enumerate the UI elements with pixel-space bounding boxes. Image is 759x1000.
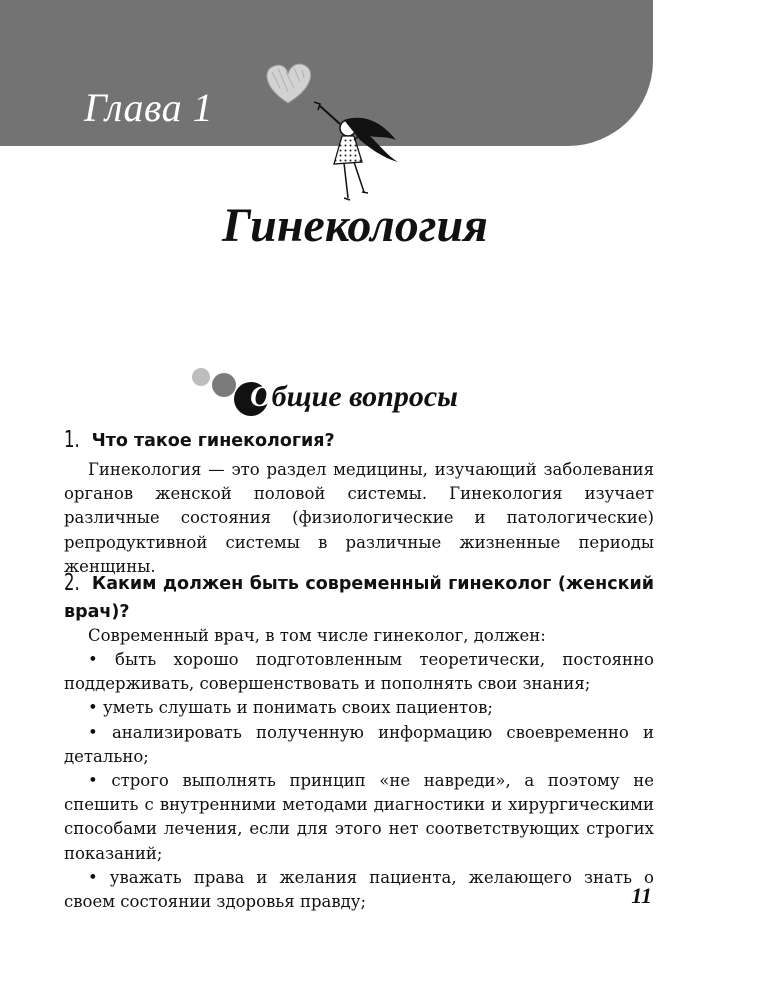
decorative-dot-small: [192, 368, 210, 386]
question-title: Что такое гинекология?: [91, 431, 335, 451]
list-item: • анализировать полученную информацию своевременно и детально;: [64, 722, 654, 766]
question-number: 2.: [64, 570, 80, 596]
section-title-initial: О: [250, 380, 272, 413]
list-item: • быть хорошо подготовленным теоретически, постоянно поддерживать, совершенствовать и пополнять свои знания;: [64, 650, 654, 694]
section-title: [250, 380, 458, 414]
girl-with-heart-illustration: [258, 58, 408, 208]
section-title-rest: бщие вопросы: [271, 380, 458, 413]
chapter-label: Глава 1: [84, 85, 214, 130]
requirements-list: [64, 648, 654, 914]
question-title: Каким должен быть современный гинеколог (женский врач)?: [64, 574, 654, 622]
list-item: • уважать права и желания пациента, желающего знать о своем состоянии здоровья правду;: [64, 867, 654, 912]
chapter-title: Гинекология: [222, 199, 488, 252]
heart-icon: [267, 64, 311, 103]
question-heading-1: [64, 427, 654, 453]
section-header: [190, 366, 510, 426]
list-item: • уметь слушать и понимать своих пациентов;: [88, 698, 493, 718]
answer-intro-2: Современный врач, в том числе гинеколог, должен:: [88, 626, 546, 645]
decorative-dot-medium: [212, 373, 236, 397]
page-number: 11: [631, 883, 652, 908]
question-number: 1.: [64, 427, 80, 453]
question-heading-2: [64, 569, 654, 626]
list-item: • строго выполнять принцип «не навреди», а поэтому не спешить с внутренними методами диагностики и хирургическими способами лечения, если для этого нет соответствующих строгих показаний;: [64, 771, 654, 863]
answer-paragraph-1: Гинекология — это раздел медицины, изучающий заболевания органов женской половой системы. Гинекология изучает различные состояния (физиологические и патологические) репродуктивной системы в различные жизненные периоды женщины.: [64, 460, 654, 576]
